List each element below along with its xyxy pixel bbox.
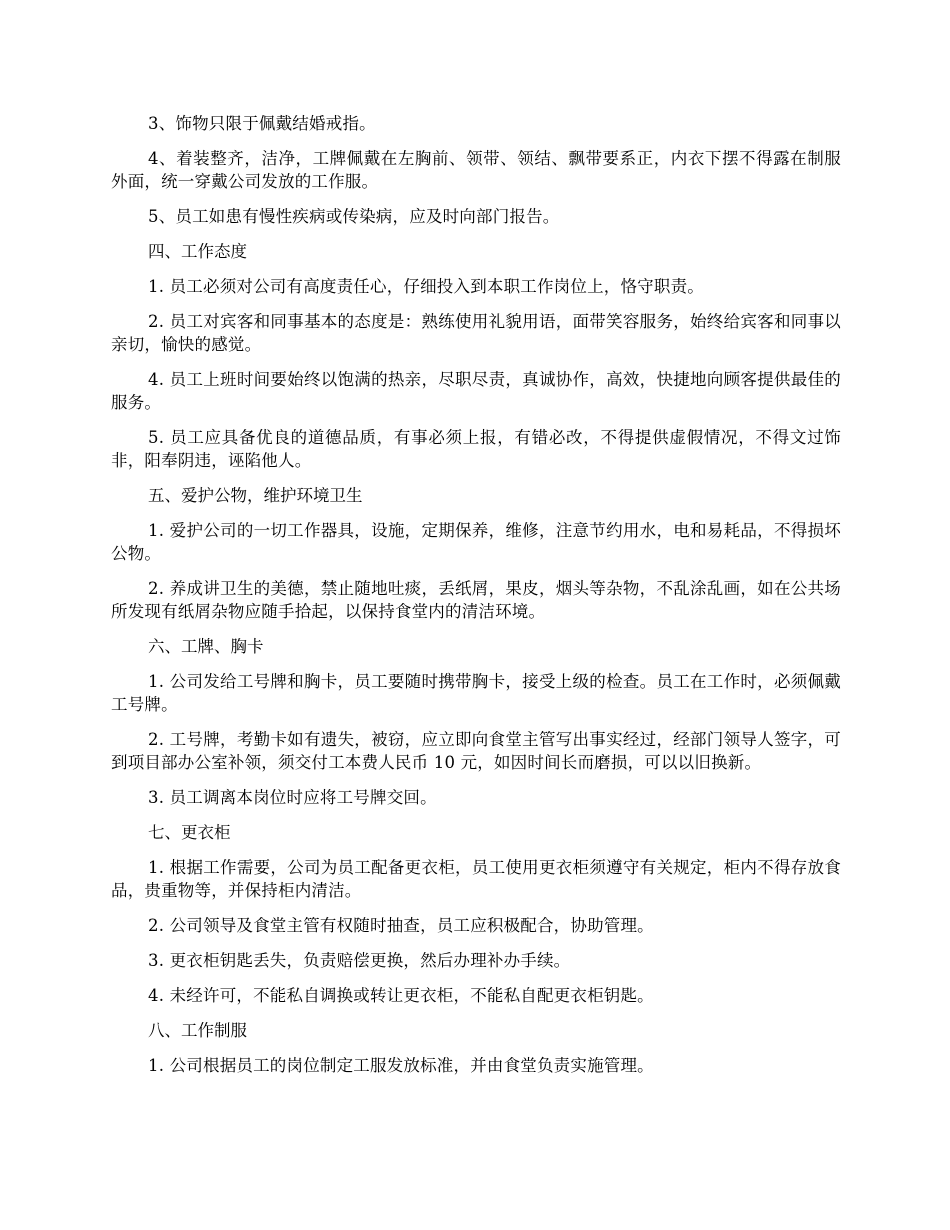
paragraph-equipment-care: 1. 爱护公司的一切工作器具，设施，定期保养，维修，注意节约用水，电和易耗品，不得损坏公物。	[111, 521, 841, 563]
paragraph-locker-use: 1. 根据工作需要，公司为员工配备更衣柜，员工使用更衣柜须遵守有关规定，柜内不得存放食品，贵重物等，并保持柜内清洁。	[111, 858, 841, 900]
paragraph-hygiene: 2. 养成讲卫生的美德，禁止随地吐痰，丢纸屑，果皮，烟头等杂物，不乱涂乱画，如在公共场所发现有纸屑杂物应随手拾起，以保持食堂内的清洁环境。	[111, 579, 841, 621]
paragraph-locker-transfer: 4. 未经许可，不能私自调换或转让更衣柜，不能私自配更衣柜钥匙。	[148, 986, 654, 1005]
paragraph-locker-key-loss: 3. 更衣柜钥匙丢失，负责赔偿更换，然后办理补办手续。	[148, 951, 571, 970]
paragraph-badge-return: 3. 员工调离本岗位时应将工号牌交回。	[148, 788, 437, 807]
paragraph-illness-report-rule: 5、员工如患有慢性疾病或传染病，应及时向部门报告。	[148, 207, 560, 226]
paragraph-uniform-standard: 1. 公司根据员工的岗位制定工服发放标准，并由食堂负责实施管理。	[148, 1056, 654, 1075]
paragraph-moral-quality: 5. 员工应具备优良的道德品质，有事必须上报，有错必改，不得提供虚假情况，不得文过饰非，阳奉阴违，诬陷他人。	[111, 428, 841, 470]
section-heading-uniform: 八、工作制服	[148, 1021, 247, 1040]
paragraph-courtesy: 2. 员工对宾客和同事基本的态度是：熟练使用礼貌用语，面带笑容服务，始终给宾客和同事以亲切，愉快的感觉。	[111, 312, 841, 354]
section-heading-locker: 七、更衣柜	[148, 823, 231, 842]
section-heading-badge-card: 六、工牌、胸卡	[148, 637, 264, 656]
paragraph-jewelry-rule: 3、饰物只限于佩戴结婚戒指。	[148, 114, 376, 133]
paragraph-dress-rule: 4、着装整齐，洁净，工牌佩戴在左胸前、领带、领结、飘带要系正，内衣下摆不得露在制服外面，统一穿戴公司发放的工作服。	[111, 149, 841, 191]
paragraph-badge-issue: 1. 公司发给工号牌和胸卡，员工要随时携带胸卡，接受上级的检查。员工在工作时，必须佩戴工号牌。	[111, 672, 841, 714]
paragraph-badge-loss: 2. 工号牌，考勤卡如有遗失，被窃，应立即向食堂主管写出事实经过，经部门领导人签字，可到项目部办公室补领，须交付工本费人民币 10 元，如因时间长而磨损，可以以旧换新。	[111, 730, 841, 772]
section-heading-work-attitude: 四、工作态度	[148, 242, 247, 261]
paragraph-responsibility: 1. 员工必须对公司有高度责任心，仔细投入到本职工作岗位上，恪守职责。	[148, 277, 704, 296]
paragraph-enthusiasm: 4. 员工上班时间要始终以饱满的热亲，尽职尽责，真诚协作，高效，快捷地向顾客提供最佳的服务。	[111, 370, 841, 412]
document-body	[111, 112, 841, 1089]
section-heading-public-property: 五、爱护公物，维护环境卫生	[148, 486, 363, 505]
paragraph-locker-inspection: 2. 公司领导及食堂主管有权随时抽查，员工应积极配合，协助管理。	[148, 916, 654, 935]
